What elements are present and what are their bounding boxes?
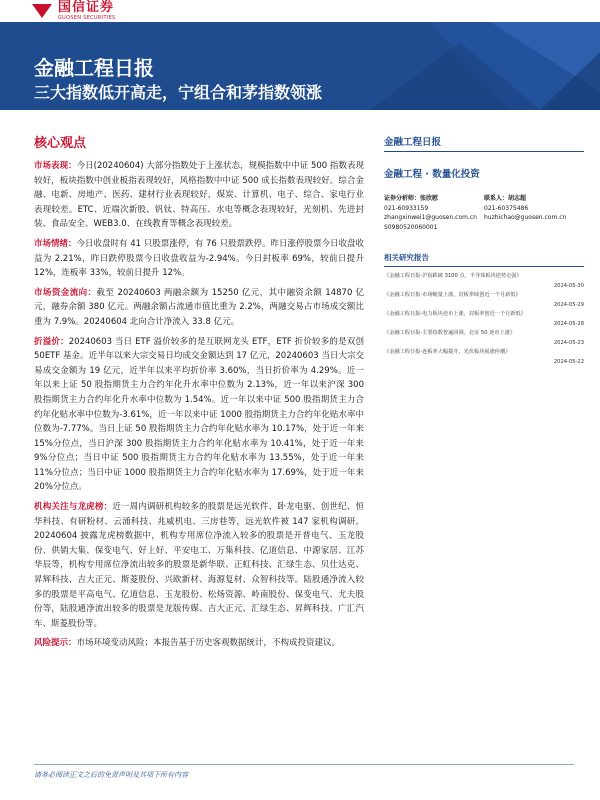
report-subtitle: 三大指数低开高走，宁组合和茅指数领涨 (34, 83, 323, 102)
related-reports-list (384, 272, 584, 367)
report-date: 2024-05-23 (553, 339, 584, 346)
brand-name-cn: 国信证券 (58, 0, 115, 15)
banner-decoration (370, 22, 600, 110)
fund-flow-label: 市场资金流向： (34, 287, 97, 298)
report-date: 2024-05-30 (553, 282, 584, 289)
market-sentiment-label: 市场情绪： (34, 238, 77, 249)
title-banner (0, 22, 600, 110)
analyst-card (384, 194, 484, 232)
market-sentiment-text: 今日收盘时有 41 只股票涨停，有 76 只股票跌停。昨日涨停股票今日收盘收益为 2.21%，昨日跌停股票今日收盘收益为-2.94%。今日封板率 69%，较前日提升 12%，连板率 33%，较前日提升 12%。 (34, 238, 364, 279)
institution-paragraph (34, 500, 364, 631)
core-views (34, 132, 364, 656)
analyst-cert: S0980520060001 (384, 223, 438, 231)
report-link[interactable]: 《金融工程日报-连板率大幅提升，光伏板块展涨停潮》 (384, 349, 511, 355)
risk-paragraph (34, 636, 364, 651)
report-link[interactable]: 《金融工程日报-沪指跌破 3100 点，半导体板块逆势走强》 (384, 273, 522, 279)
risk-label: 风险提示： (34, 638, 77, 649)
disclaimer-footer: 请务必阅读正文之后的免责声明及其项下所有内容 (34, 764, 574, 780)
list-item[interactable] (384, 291, 584, 310)
report-category: 金融工程日报 (384, 134, 584, 152)
contact-role: 联系人： (484, 195, 509, 202)
list-item[interactable] (384, 329, 584, 348)
fund-flow-paragraph (34, 286, 364, 330)
related-reports-title: 相关研究报告 (384, 252, 584, 267)
list-item[interactable] (384, 348, 584, 367)
logo-icon (32, 4, 52, 18)
report-subcategory: 金融工程 · 数量化投资 (384, 169, 480, 180)
premium-discount-text: 20240603 当日 ETF 溢价较多的是互联网龙头 ETF，ETF 折价较多的是双创 50ETF 基金。近半年以来大宗交易日均成交金额达到 17 亿元，20240603 当日大宗交易成交金额为 19 亿元，近半年以来平均折价率 3.60%，当日折价率为 4.29%。近一年以来上证 50 股指期货主力合约年化升水率中位数为 2.13%，近一年以来沪深 300 股指期货主力合约年化升水率中位数为 1.54%。近一年以来中证 500 股指期货主力合约年化贴水率中位数为-3.61%，近一年以来中证 1000 股指期货主力合约年化贴水率中位数为-7.77%。当日上证 50 股指期货主力合约年化贴水率为 10.17%，处于近一年来 15%分位点，当日沪深 300 股指期货主力合约年化贴水率为 10.41%，处于近一年来 9%分位点；当日中证 500 股指期货主力合约年化贴水率为 13.55%，处于近一年来 11%分位点；当日中证 1000 股指期货主力合约年化贴水率为 17.69%，处于近一年来 20%分位点。 (34, 336, 364, 493)
contact-phone: 021-60375486 (484, 204, 529, 212)
institution-label: 机构关注与龙虎榜： (34, 502, 113, 513)
analyst-phone: 021-60933159 (384, 204, 429, 212)
list-item[interactable] (384, 272, 584, 291)
analyst-info (384, 194, 584, 232)
report-link[interactable]: 《金融工程日报-市场缩量上涨，封板率续创近一个月新低》 (384, 292, 521, 298)
contact-email[interactable]: huzhichao@guosen.com.cn (484, 214, 567, 221)
report-link[interactable]: 《金融工程日报-主要指数普遍回调，北证 50 逆市上涨》 (384, 330, 516, 336)
report-date: 2024-05-28 (553, 320, 584, 327)
analyst-name: 张欣慰 (420, 195, 439, 202)
market-sentiment-paragraph (34, 237, 364, 281)
fund-flow-text: 截至 20240603 两融余额为 15250 亿元，其中融资余额 14870 亿元，融券余额 380 亿元。两融余额占流通市值比重为 2.2%，两融交易占市场成交额比重为 7.9%。20240604 北向合计净流入 33.8 亿元。 (34, 287, 364, 327)
risk-text: 市场环境变动风险；本报告基于历史客观数据统计，不构成投资建议。 (76, 638, 341, 649)
contact-card (484, 194, 584, 232)
market-performance-paragraph (34, 159, 364, 232)
report-title: 金融工程日报 (34, 56, 154, 80)
core-views-title: 核心观点 (34, 136, 87, 151)
report-date: 2024-05-22 (553, 358, 584, 365)
institution-text: 近一周内调研机构较多的股票是远光软件、卧龙电驱、创世纪、恒华科技、有研粉材、云涌科技、兆威机电、三房巷等，远光软件被 147 家机构调研。20240604 披露龙虎榜数据中，机构专用席位净流入较多的股票是开普电气、玉龙股份、供销大集、保变电气、好上好、平安电工、万集科技、亿道信息、中源家居、江苏华辰等，机构专用席位净流出较多的股票是新华联、正虹科技、汇绿生态、贝仕达克、昇辉科技、吉大正元、斯菱股份、兴欧新材、海源复材、众智科技等。陆股通净流入较多的股票是平高电气、亿道信息、玉龙股份、松炀资源、岭南股份、保变电气、尤夫股份等，陆股通净流出较多的股票是龙版传媒、吉大正元、汇绿生态、昇辉科技、广汇汽车、斯菱股份等。 (34, 502, 364, 629)
report-link[interactable]: 《金融工程日报-电力板块逆市上涨，封板率创近一个月新低》 (384, 311, 526, 317)
analyst-email[interactable]: zhangxinwei1@guosen.com.cn (384, 214, 477, 221)
premium-discount-label: 折溢价： (34, 336, 69, 347)
market-performance-text: 今日(20240604) 大部分指数处于上涨状态，规模指数中中证 500 指数表现较好，板块指数中创业板指表现较好，风格指数中中证 500 成长指数表现较好。综合金融、电新、房地产、医药、建材行业表现较好，煤炭、计算机、电子、综合、家电行业表现较差。ETC、近端次新股、钒钛、特高压、水电等概念表现较好，光刻机、先进封装、食品安全、WEB3.0、在线教育等概念表现较差。 (34, 161, 364, 230)
brand-name-en: GUOSEN SECURITIES (58, 15, 116, 21)
analyst-role: 证券分析师： (384, 195, 421, 202)
contact-name: 胡志超 (508, 195, 527, 202)
report-date: 2024-05-29 (553, 301, 584, 308)
list-item[interactable] (384, 310, 584, 329)
brand-logo (32, 0, 116, 22)
premium-discount-paragraph (34, 335, 364, 496)
market-performance-label: 市场表现： (34, 161, 77, 171)
sidebar (384, 134, 584, 367)
